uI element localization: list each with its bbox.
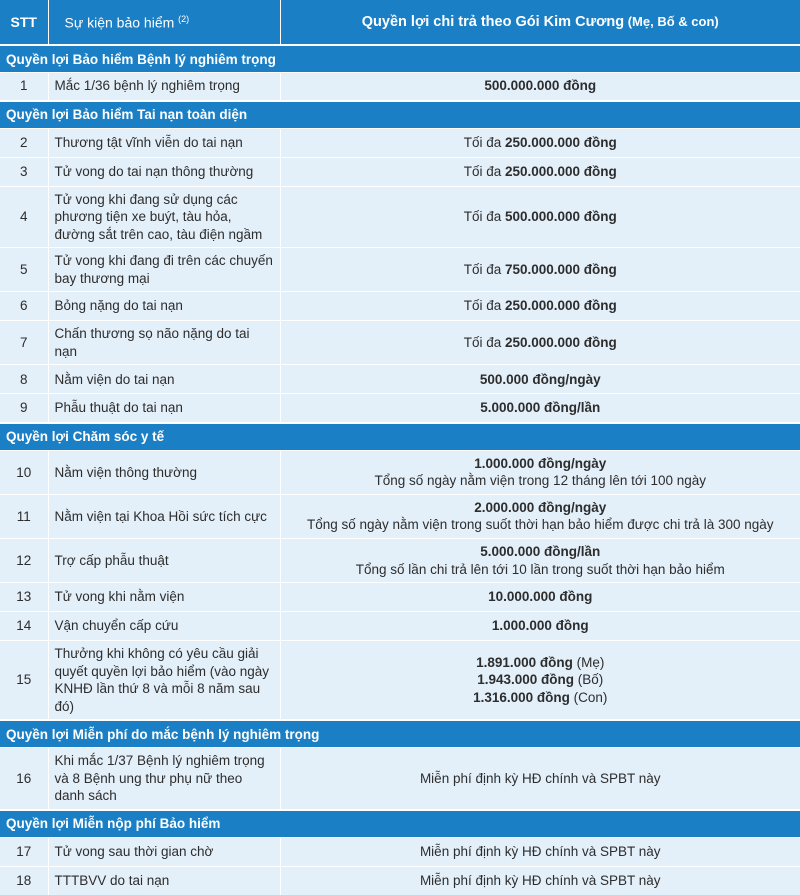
header-benefit-sub: (Mẹ, Bố & con) (624, 14, 719, 29)
row-amount: 500.000 đồng/ngày (280, 365, 800, 394)
bonus-amount: 1.891.000 đồng (476, 654, 573, 670)
row-benefit (280, 186, 800, 248)
row-amount: 500.000.000 đồng (504, 209, 617, 225)
row-number: 9 (0, 394, 48, 423)
row-benefit: Miễn phí định kỳ HĐ chính và SPBT này (280, 748, 800, 810)
row-number: 10 (0, 450, 48, 494)
table-row (0, 641, 800, 721)
row-benefit (280, 292, 800, 321)
row-event: Thưởng khi không có yêu cầu giải quyết quyền lợi bảo hiểm (vào ngày KNHĐ lần thứ 8 và mỗi 8 năm sau đó) (48, 641, 280, 721)
table-row (0, 866, 800, 895)
row-benefit (280, 321, 800, 365)
row-number: 17 (0, 837, 48, 866)
row-benefit (280, 128, 800, 157)
row-amount: 2.000.000 đồng/ngày (474, 499, 607, 515)
bonus-amount: 1.943.000 đồng (477, 672, 575, 688)
row-number: 2 (0, 128, 48, 157)
table-row (0, 321, 800, 365)
table-row (0, 128, 800, 157)
row-amount: 500.000.000 đồng (280, 73, 800, 101)
row-amount: 5.000.000 đồng/lần (480, 544, 601, 560)
row-benefit (280, 641, 800, 721)
row-event: Phẫu thuật do tai nạn (48, 394, 280, 423)
row-number: 4 (0, 186, 48, 248)
bonus-line-child (287, 689, 795, 707)
row-prefix: Tối đa (463, 335, 505, 350)
table-header (0, 0, 800, 45)
row-amount: 1.000.000 đồng (280, 612, 800, 641)
table-row (0, 157, 800, 186)
row-amount: 250.000.000 đồng (504, 298, 617, 314)
table-row (0, 583, 800, 612)
bonus-who: (Con) (569, 689, 608, 705)
row-benefit (280, 539, 800, 583)
row-number: 6 (0, 292, 48, 321)
section-header (0, 810, 800, 838)
row-event: Tử vong khi đang đi trên các chuyến bay thương mại (48, 248, 280, 292)
section-title: Quyền lợi Bảo hiểm Bệnh lý nghiêm trọng (0, 45, 800, 73)
header-event-label: Sự kiện bảo hiểm (64, 14, 175, 31)
bonus-who: (Bố) (574, 672, 604, 688)
row-number: 3 (0, 157, 48, 186)
table-row (0, 186, 800, 248)
table-row (0, 365, 800, 394)
row-event: Nằm viện thông thường (48, 450, 280, 494)
row-amount: 250.000.000 đồng (504, 163, 617, 179)
row-prefix: Tối đa (463, 134, 505, 150)
bonus-amount: 1.316.000 đồng (473, 689, 570, 705)
row-number: 16 (0, 748, 48, 810)
row-number: 18 (0, 866, 48, 895)
table-row (0, 73, 800, 101)
section-header (0, 423, 800, 451)
table-row (0, 450, 800, 494)
header-event-note: (2) (178, 13, 190, 24)
row-number: 1 (0, 73, 48, 101)
table-row (0, 292, 800, 321)
bonus-who: (Mẹ) (572, 654, 605, 670)
row-event: Nằm viện do tai nạn (48, 365, 280, 394)
row-amount: 1.000.000 đồng/ngày (474, 455, 607, 471)
row-event: Chấn thương sọ não nặng do tai nạn (48, 321, 280, 365)
header-stt: STT (0, 0, 48, 45)
row-note: Tổng số lần chi trả lên tới 10 lần trong suốt thời hạn bảo hiểm (355, 561, 725, 577)
row-amount: 250.000.000 đồng (504, 134, 617, 150)
row-event: Tử vong khi nằm viện (48, 583, 280, 612)
row-event: Thương tật vĩnh viễn do tai nạn (48, 128, 280, 157)
row-prefix: Tối đa (463, 163, 505, 179)
row-number: 8 (0, 365, 48, 394)
row-amount: 10.000.000 đồng (280, 583, 800, 612)
row-number: 14 (0, 612, 48, 641)
section-header (0, 720, 800, 748)
table-row (0, 612, 800, 641)
section-title: Quyền lợi Chăm sóc y tế (0, 423, 800, 451)
header-benefit (280, 0, 800, 45)
bonus-line-father (287, 671, 795, 689)
row-number: 5 (0, 248, 48, 292)
row-prefix: Tối đa (463, 261, 505, 277)
table-row (0, 494, 800, 538)
table-row (0, 248, 800, 292)
row-event: Tử vong khi đang sử dụng các phương tiện xe buýt, tàu hỏa, đường sắt trên cao, tàu điện ngầm (48, 186, 280, 248)
row-event: Vận chuyển cấp cứu (48, 612, 280, 641)
row-benefit: Miễn phí định kỳ HĐ chính và SPBT này (280, 866, 800, 895)
table-row (0, 748, 800, 810)
row-benefit (280, 450, 800, 494)
row-number: 15 (0, 641, 48, 721)
row-event: Bỏng nặng do tai nạn (48, 292, 280, 321)
row-note: Tổng số ngày nằm viện trong 12 tháng lên tới 100 ngày (374, 473, 707, 489)
table-row (0, 394, 800, 423)
section-title: Quyền lợi Miễn phí do mắc bệnh lý nghiêm trọng (0, 720, 800, 748)
row-amount: 5.000.000 đồng/lần (280, 394, 800, 423)
row-benefit (280, 157, 800, 186)
header-event (48, 0, 280, 45)
section-header (0, 101, 800, 129)
bonus-line-mother (287, 654, 795, 672)
row-event: Nằm viện tại Khoa Hồi sức tích cực (48, 494, 280, 538)
table-row (0, 837, 800, 866)
row-benefit (280, 248, 800, 292)
section-title: Quyền lợi Bảo hiểm Tai nạn toàn diện (0, 101, 800, 129)
row-note: Tổng số ngày nằm viện trong suốt thời hạn bảo hiểm được chi trả là 300 ngày (306, 517, 774, 533)
row-event: Khi mắc 1/37 Bệnh lý nghiêm trọng và 8 Bệnh ung thư phụ nữ theo danh sách (48, 748, 280, 810)
row-number: 11 (0, 494, 48, 538)
row-event: TTTBVV do tai nạn (48, 866, 280, 895)
section-header (0, 45, 800, 73)
row-number: 13 (0, 583, 48, 612)
row-benefit (280, 494, 800, 538)
row-event: Mắc 1/36 bệnh lý nghiêm trọng (48, 73, 280, 101)
row-number: 7 (0, 321, 48, 365)
section-title: Quyền lợi Miễn nộp phí Bảo hiểm (0, 810, 800, 838)
row-number: 12 (0, 539, 48, 583)
header-benefit-main: Quyền lợi chi trả theo Gói Kim Cương (361, 14, 625, 30)
row-prefix: Tối đa (463, 298, 505, 314)
row-amount: 250.000.000 đồng (504, 335, 617, 350)
table-row (0, 539, 800, 583)
row-event: Trợ cấp phẫu thuật (48, 539, 280, 583)
row-benefit: Miễn phí định kỳ HĐ chính và SPBT này (280, 837, 800, 866)
row-event: Tử vong sau thời gian chờ (48, 837, 280, 866)
row-prefix: Tối đa (463, 209, 505, 225)
row-amount: 750.000.000 đồng (504, 261, 617, 277)
row-event: Tử vong do tai nạn thông thường (48, 157, 280, 186)
